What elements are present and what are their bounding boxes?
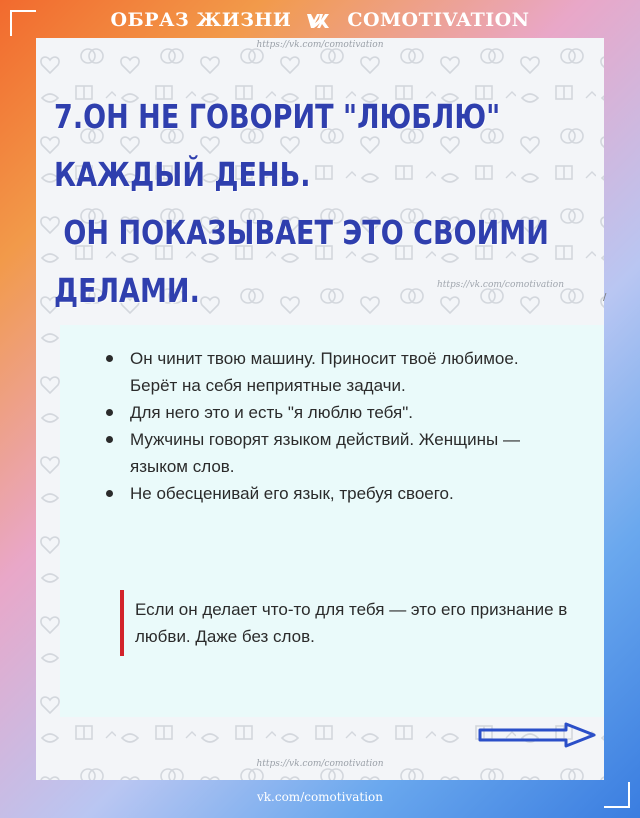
watermark-url-middle: https://vk.com/comotivation	[437, 280, 564, 290]
bullet-item-3: Мужчины говорят языком действий. Женщины — языком слов.	[130, 426, 550, 480]
vk-logo-svg	[306, 12, 332, 28]
quote-accent-bar	[120, 590, 124, 656]
brand-header	[0, 6, 640, 34]
headline-line-3: ОН ПОКАЗЫВАЕТ ЭТО СВОИМИ	[54, 213, 549, 252]
headline-line-2: КАЖДЫЙ ДЕНЬ.	[54, 155, 311, 194]
content-card	[36, 38, 607, 780]
watermark-url-bottom: https://vk.com/comotivation	[256, 759, 384, 769]
watermark-url-top: https://vk.com/comotivation	[256, 40, 384, 50]
brand-left-text: ОБРАЗ ЖИЗНИ	[110, 9, 292, 31]
quote-text: Если он делает что-то для тебя — это его признание в любви. Даже без слов.	[135, 600, 568, 646]
arrow-right-icon	[476, 722, 600, 748]
stray-mark: /	[603, 292, 607, 303]
bullet-item-1: Он чинит твою машину. Приносит твоё любимое. Берёт на себя неприятные задачи.	[130, 345, 550, 399]
headline-line-4: ДЕЛАМИ.	[54, 271, 200, 310]
brand-right-text: COMOTIVATION	[347, 9, 530, 31]
headline-line-1: 7.ОН НЕ ГОВОРИТ "ЛЮБЛЮ"	[54, 97, 501, 136]
vk-logo-icon	[305, 10, 333, 30]
bullet-item-2: Для него это и есть "я люблю тебя".	[130, 399, 550, 426]
bullet-item-4: Не обесценивай его язык, требуя своего.	[130, 480, 550, 507]
bullet-list	[130, 345, 550, 507]
text-panel	[60, 325, 604, 717]
footer-url: vk.com/comotivation	[257, 790, 383, 804]
